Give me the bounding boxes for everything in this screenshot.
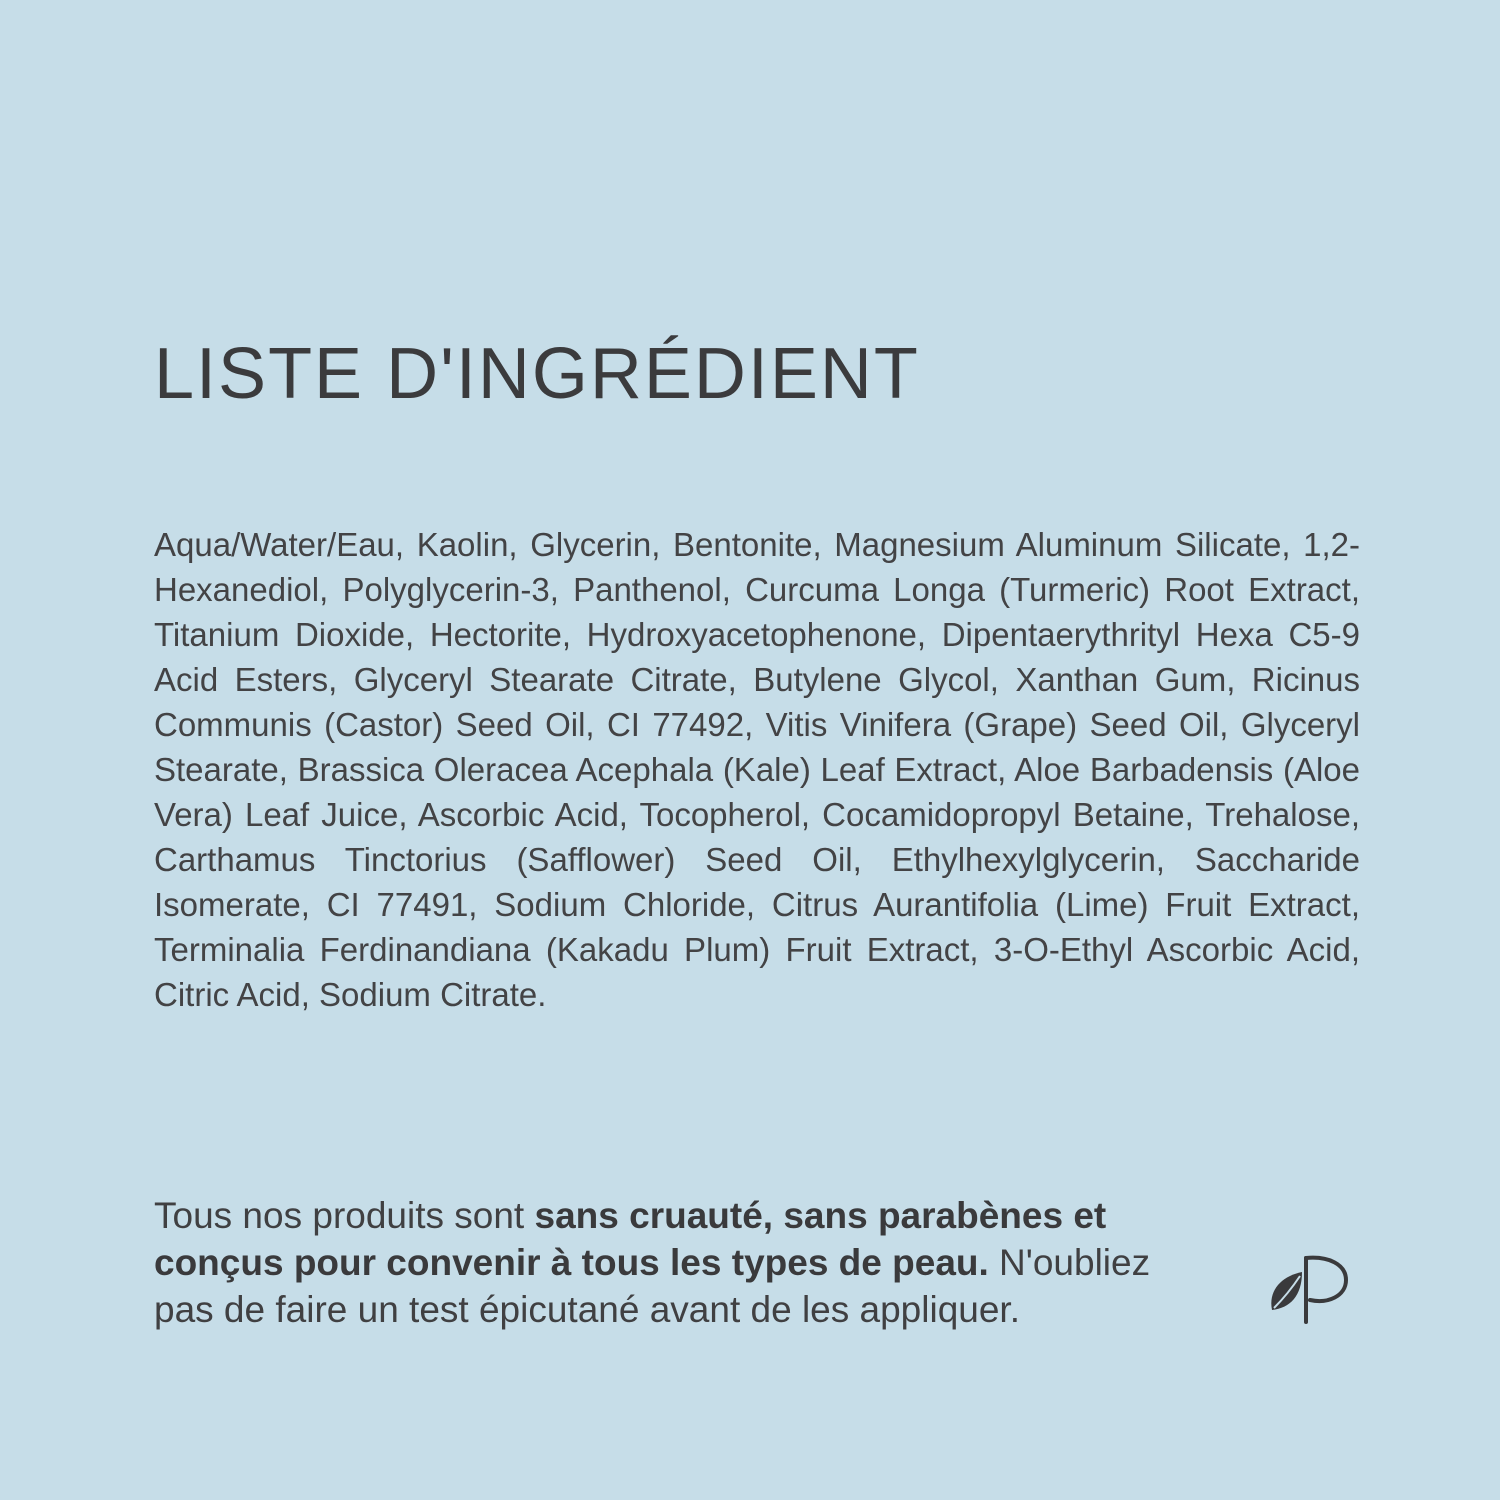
page-title: LISTE D'INGRÉDIENT xyxy=(154,334,920,414)
leaf-p-logo-icon xyxy=(1266,1250,1350,1326)
note-highlight: sans cruauté, sans parabènes et conçus pour convenir à tous les types de peau. xyxy=(154,1195,1107,1283)
product-note xyxy=(154,1192,1154,1333)
ingredient-list: Aqua/Water/Eau, Kaolin, Glycerin, Bentonite, Magnesium Aluminum Silicate, 1,2-Hexanediol, Polyglycerin-3, Panthenol, Curcuma Longa (Turmeric) Root Extract, Titanium Dioxide, Hectorite, Hydroxyacetophenone, Dipentaerythrityl Hexa C5-9 Acid Esters, Glyceryl Stearate Citrate, Butylene Glycol, Xanthan Gum, Ricinus Communis (Castor) Seed Oil, CI 77492, Vitis Vinifera (Grape) Seed Oil, Glyceryl Stearate, Brassica Oleracea Acephala (Kale) Leaf Extract, Aloe Barbadensis (Aloe Vera) Leaf Juice, Ascorbic Acid, Tocopherol, Cocamidopropyl Betaine, Trehalose, Carthamus Tinctorius (Safflower) Seed Oil, Ethylhexylglycerin, Saccharide Isomerate, CI 77491, Sodium Chloride, Citrus Aurantifolia (Lime) Fruit Extract, Terminalia Ferdinandiana (Kakadu Plum) Fruit Extract, 3-O-Ethyl Ascorbic Acid, Citric Acid, Sodium Citrate. xyxy=(154,526,1360,1013)
note-intro: Tous nos produits sont xyxy=(154,1195,535,1236)
note-outro: N'oubliez pas de faire un test épicutané avant de les appliquer. xyxy=(154,1242,1151,1330)
